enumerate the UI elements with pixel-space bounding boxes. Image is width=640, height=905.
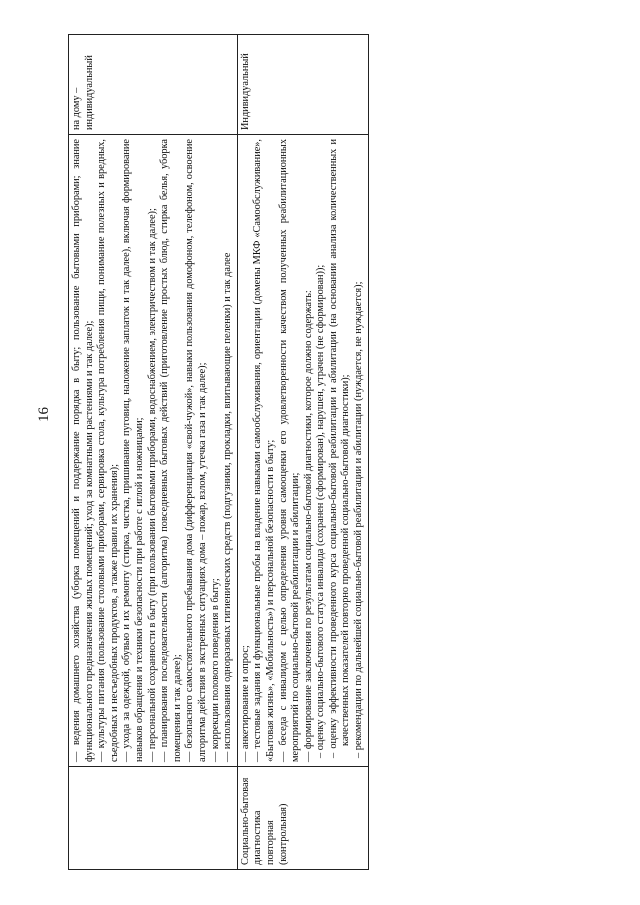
list-item: — тестовые задания и функциональные пробы на владение навыками самообслуживания, ориентации (домены МКФ «Самообслуживание», «Бытовая жизнь», «Мобильность») и персональной безопасности в быту; [252, 139, 276, 762]
service-name-cell [69, 767, 238, 870]
list-item: — использования одноразовых гигиенических средств (подгузники, прокладки, впитывающие пеленки) и так далее [222, 252, 234, 762]
form-cell: Индивидуальный [237, 35, 368, 135]
list-item: — ведения домашнего хозяйства (уборка помещений и поддержание порядка в быту; пользование бытовыми приборами; знание функционального предназначения жилых помещений; уход за комнатными растениями и так далее); [71, 139, 95, 762]
list-item: — ухода за одеждой, обувью и их ремонту (стирка, чистка, пришивание пуговиц, наложение заплаток и так далее), включая формирование навыков обращения и техники безопасности при работе с иглой и ножницами; [121, 139, 145, 762]
service-content-cell [237, 135, 368, 767]
rehabilitation-services-table [68, 34, 369, 870]
sub-list-item: – оценку эффективности проведенного курса социально-бытовой реабилитации и абилитации (на основании анализа количественных и качественных показателей повторно проведенной социально-бытовой диагностики); [327, 139, 352, 758]
list-item: — персональной сохранности в быту (при пользовании бытовыми приборами, водоснабжением, электричеством и так далее); [146, 208, 158, 762]
table-row [237, 35, 368, 870]
page-number: 16 [36, 407, 52, 422]
sub-list-item: – рекомендации по дальнейшей социально-бытовой реабилитации и абилитации (нуждается, не нуждается); [353, 281, 365, 758]
list-item: — культуры питания (пользование столовыми приборами, сервировка стола, культура потребления пищи, понимание полезных и вредных, съедобных и несъедобных продуктов, а также правил их хранения); [96, 139, 120, 762]
service-content-cell [69, 135, 238, 767]
list-item: — планирования последовательности (алгоритма) повседневных бытовых действий (приготовление простых блюд, стирка белья, уборка помещения и так далее); [159, 139, 183, 762]
list-item: — коррекции полового поведения в быту; [209, 578, 221, 762]
list-item: — формирование заключения по результатам социально-бытовой диагностики, которое должно содержать: [302, 290, 314, 762]
sub-list-item: – оценку социально-бытового статуса инвалида (сохранен (сформирован), нарушен, утрачен (не сформирован)); [315, 264, 327, 758]
list-item: — беседа с инвалидом с целью определения уровня самооценки его удовлетворенности качеством полученных реабилитационных мероприятий по социально-бытовой реабилитации и абилитации; [277, 139, 302, 762]
table-row [69, 35, 238, 870]
service-name-cell: Социально-бытовая диагностика повторная (контрольная) [237, 767, 368, 870]
list-item: — анкетирование и опрос; [239, 645, 251, 762]
list-item: — безопасного самостоятельного пребывания дома (дифференциация «свой-чужой», навыки пользования домофоном, телефоном, освоение алгоритма действия в экстренных ситуациях дома – пожар, взлом, утечка газа и так далее); [184, 139, 208, 762]
form-cell: на дому – индивидуальный [69, 35, 238, 135]
rotated-table-sheet [68, 35, 622, 870]
